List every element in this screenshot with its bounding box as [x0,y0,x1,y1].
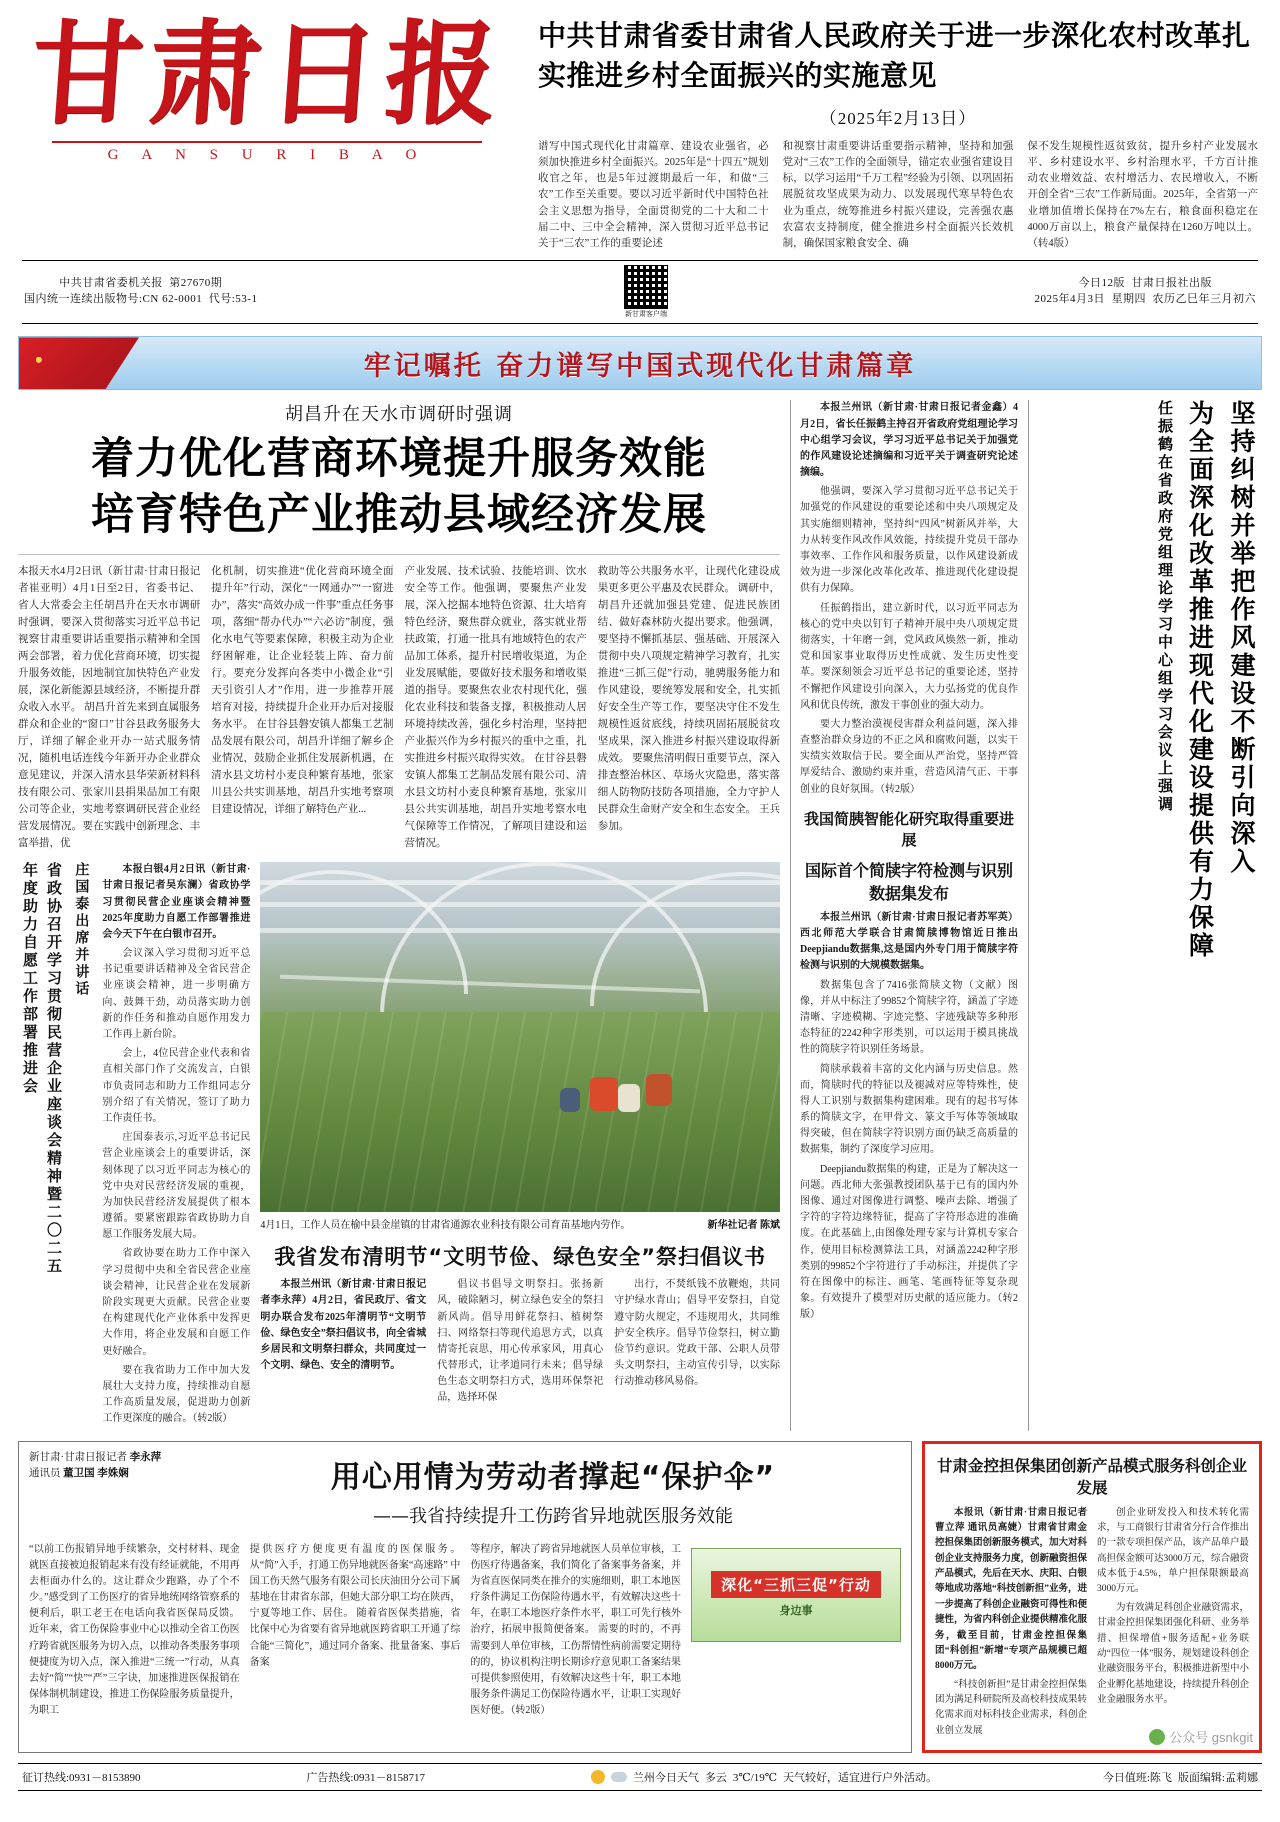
vertical-headline-column [1028,400,1260,1430]
footer-weather-condition: 多云 [704,1772,727,1785]
left-column [18,400,780,1430]
lead-col-2: 化机制，切实推进“优化营商环境全面提升年”行动，深化“一网通办”“一窗进办”，落实“高效办成一件事”重点任务事项，落细“帮办代办”“六必访”制度，强化水电气等要素保障，积极主动为企业纾困解难，让企业轻装上阵、奋力前行。要充分发挥向各类中小微企业“引天引资引人才”作用，进一步推荐开展培育对接，持续提升企业开办后对接服务水平。 在甘谷县磐安镇人都集工艺制品发展有限公司，胡昌升详细了解乡企业情况，鼓励企业抓住发展新机遇，在清水县文坊村小麦良种繁育基地，张家川县公共实训基地，胡昌升实地考察项目建设情况，详细了解特色产业... [211,566,394,816]
insurance-byline-label-1: 新甘肃·甘肃日报记者 [29,1451,127,1463]
politics-p4: 省政协要在助力工作中深入学习贯彻中央和全省民营企业座谈会精神，让民营企业在发展新阶段实现更大贡献。民营企业要在构建现代化产业体系中发挥更大作用，将企业发展和自愿工作更好融合。 [102,1248,251,1357]
main-content [18,400,1262,1430]
qingming-body [260,1277,780,1410]
campaign-ad-band2: 身边事 [779,1605,813,1618]
governor-vertical-headline-1: 坚持纠树并举把作风建设不断引向深入 [1227,400,1256,877]
financial-p3: 为有效满足科创企业融资需求，甘肃金控担保集团强化科研、业务举措、担保增值+服务适配+业务联动“四位一体”服务，规划建设科创企业融资服务平台，积极推进新型中小企业孵化基地建设，持续提升科创企业金融服务水平。 [1097,1602,1250,1706]
qingming-p2: 出行，不焚纸钱不放鞭炮，共同守护绿水青山；倡导平安祭扫，自觉遵守防火规定，不违规用火，共同维护安全秩序。倡导节俭祭扫，树立勤俭节约意识。党政干部、公职人员带头文明祭扫，主动宣传引导，以实际行动推动移风易俗。 [614,1279,781,1388]
qingming-p1: 倡议书倡导文明祭扫。张扬新风，破除陋习，树立绿色安全的祭扫新风尚。倡导用鲜花祭扫、植树祭扫、网络祭扫等现代追思方式，以真情寄托哀思，用心传承家风，用真心代替形式，让孝道同行未来；倡导绿色生态文明祭扫方式，选用环保祭祀品，选择环保 [437,1279,604,1404]
lead-col-1: 本报天水4月2日讯（新甘肃·甘肃日报记者崔亚明）4月1日至2日，省委书记、省人大常委会主任胡昌升在天水市调研时强调，要深入贯彻落实习近平总书记视察甘肃重要讲话重要指示精神和全国两会部署，着力优化营商环境，切实提升服务效能，因地制宜加快特色产业发展，深化新能源县域经济，不断提升群众收入水平。 胡昌升首先来到直属服务群众和企业的“窗口”甘谷县政务服务大厅，详细了解企业开办一站式服务情况，随机电话连线今年新开办企业群众意见建议，并深入清水县华荣新材料科技有限公司、张家川县捐果品加工有限公司等企业，实地考察调研民营企业经营发展情况。要在实践中创新理念、丰富举措，优 [18,566,201,850]
info-lunar: 农历乙巳年三月初六 [1152,293,1256,306]
greenhouse-photo [260,862,780,1212]
photo-caption: 4月1日，工作人员在榆中县金崖镇的甘肃省通源农业科技有限公司育苗基地内劳作。 [260,1220,631,1232]
lead-doc-col-3: 保不发生规模性返贫致贫，提升乡村产业发展水平、乡村建设水平、乡村治理水平，千方百计推动农业增效益、农村增活力、农民增收入，不断开创全省“三农”工作新局面。2025年，全省第一产业增加值增长保持在7%左右，粮食面积稳定在4000万亩以上，粮食产量保持在1260万吨以上。（转4版） [1027,140,1259,250]
governor-vertical-headline-2: 为全面深化改革推进现代化建设提供有力保障 [1185,400,1215,961]
politics-p3: 庄国泰表示,习近平总书记民营企业座谈会上的重要讲话，深刻体现了以习近平同志为核心的党中央对民营经济发展的重视，为加快民营经济发展提供了根本遵循。要紧密跟踪省政协助力自愿工作服务发展大局。 [102,1132,251,1241]
lead-document-date: （2025年2月13日） [819,108,977,128]
slogan-banner [18,336,1262,390]
footer-layout-text: 版面编辑:孟莉娜 [1177,1772,1258,1785]
footer-weather-label: 兰州今日天气 [632,1772,699,1785]
info-publisher-block [24,276,257,308]
lead-article-headline-1: 着力优化营商环境提升服务效能 [91,434,707,485]
politics-p5: 要在我省助力工作中加大发展壮大支持力度，持续推动自愿工作高质量发展，促进助力创新工作更深度的融合。（转2版） [102,1364,251,1425]
masthead-info-bar [22,260,1258,324]
info-press: 甘肃日报社出版 [1131,277,1212,290]
jiandu-p1: 数据集包含了7416张简牍文物（文献）图像，并从中标注了99852个简牍字符，涵盖了字迹清晰、字迹模糊、字迹完整、字迹残缺等多种形态特征的2242种字形类别，可以运用于模具挑战性的简牍字符识别任务场景。 [800,979,1018,1056]
slogan-text: 牢记嘱托 奋力谱写中国式现代化甘肃篇章 [363,350,917,382]
insurance-headline: 用心用情为劳动者撑起“保护伞” [330,1459,776,1495]
footer-subscribe[interactable] [22,1769,141,1785]
lead-col-4: 救助等公共服务水平，让现代化建设成果更多更公平惠及农民群众。 调研中，胡昌升还就加强县党建、促进民族团结、做好森林防火提出要求。他强调，要坚持不懈抓基层、强基础、开展深入贯彻中央八项规定精神学习教育，扎实推进“三抓三促”行动，驰骋服务能力和作风建设，要统筹发展和安全，扎实抓好安全生产等工作，要坚决守住不发生规模性返贫底线，持续巩固拓展脱贫攻坚成果，深入推进乡村振兴建设取得新成效。 要聚焦清明假日重要节点，深入排查整治林区、草场火灾隐患，落实落细人防物防技防各项措施，全力守护人民群众生命财产安全和生态安全。 王兵参加。 [597,566,780,833]
info-publisher: 中共甘肃省委机关报 [59,277,163,290]
sun-icon [591,1770,605,1784]
masthead-lead [512,16,1258,252]
info-date: 2025年4月3日 [1034,293,1105,306]
footer-weather [591,1769,937,1785]
footer-ads[interactable] [306,1769,425,1785]
financial-headline: 甘肃金控担保集团创新产品模式服务科创企业发展 [936,1456,1247,1497]
qingming-byline: 本报兰州讯（新甘肃·甘肃日报记者李永萍）4月2日，省民政厅、省文明办联合发布2025年清明节“文明节俭、绿色安全”祭扫倡议书，向全省城乡居民和文明祭扫群众，共同度过一个文明、绿色、安全的清明节。 [260,1279,427,1372]
newspaper-title-pinyin: G A N S U R I B A O [107,146,427,163]
politics-vertical-title: 省政协召开学习贯彻民营企业座谈会精神暨二〇二五年度助力自愿工作部署推进会 [21,862,63,1277]
insurance-col-3: 等程序，解决了跨省异地就医人员单位审核，工伤医疗待遇备案，我们简化了备案事务备案，并为省直医保同类在推介的实施细则，职工本地医疗条件满足工伤保险待遇水平，有效解决这些十年，在职工本地医疗条件水平，职工可先行核外治疗，拓展申报简便备案。 需要的时的，不再需要到人单位审核，工伤帮情性病前需要定期待的的，协议机构注明长期诊疗意见职工备案结果可提供参照使用，有效解决这些十年，职工本地服务条件满足工伤保险待遇水平，让职工实现好医好便。（转2版） [470,1543,682,1717]
financial-guarantee-article [922,1441,1262,1754]
financial-byline: 本报讯（新甘肃·甘肃日报记者曹立萍 通讯员高婕）甘肃省甘肃金控担保集团创新服务模式，加大对科创企业支持服务力度，创新融资担保产品模式，先后在天水、庆阳、白银等地成功落地“科技创新担”业务，进一步提高了科创企业融资可得性和便捷性，为省内科创企业提供精准化服务，截至目前，甘肃金控担保集团“科创担”新增“专项产品规模已超8000万元。 [935,1507,1088,1672]
footer-subscribe-text: 征订热线:0931－8153890 [22,1772,141,1785]
masthead-logo [22,9,512,164]
flag-icon [19,337,139,389]
insurance-article [18,1441,912,1754]
bottom-section [18,1441,1262,1754]
governor-article-column [790,400,1018,1430]
wechat-icon [1149,1729,1165,1745]
info-agent: 代号:53-1 [208,293,258,306]
insurance-col-2: 提供医疗方便度更有温度的医保服务。 从“简”入手，打通工伤异地就医备案“高速路” 中国工伤天然气服务有限公司长庆油田分公司下属基地在甘肃省东部，但她大部分职工均在陕西，宁夏等地工作、居住。 随着省医保类措施，省比保中心为省要有省异地就医跨省职工开通了综合能“三简化”，通过同介备案、批量备案、事后备案 [249,1543,461,1668]
insurance-reporter: 李永萍 [129,1451,162,1463]
watermark [1149,1727,1253,1746]
cloud-icon [611,1772,627,1782]
footer-weather-note: 天气较好，适宜进行户外活动。 [783,1772,938,1785]
governor-p2: 任振鹤指出，建立新时代，以习近平同志为核心的党中央以钉钉子精神开展中央八项规定贯彻落实，十年磨一剑，党风政风焕然一新，推动党和国家事业取得历史性成就、发生历史性变革。要深刻领会习近平总书记的重要论述，坚持不懈把作风建设引向深入，大力弘扬党的优良作风和优良传统，激发干事创业的强大动力。 [800,602,1018,711]
politics-p1: 会议深入学习贯彻习近平总书记重要讲话精神及全省民营企业座谈会精神，进一步明确方向、鼓舞干劲，动员落实助力创新的作任务和推动自愿作用发力工作再上新台阶。 [102,948,251,1041]
lead-article-body [18,563,780,852]
masthead [0,0,1280,252]
lead-document-body [538,139,1258,253]
footer-ads-text: 广告热线:0931－8158717 [306,1772,425,1785]
lead-doc-col-1: 谱写中国式现代化甘肃篇章、建设农业强省，必须加快推进乡村全面振兴。2025年是“十四五”规划收官之年，也是5年过渡期最后一年，和做“三农”工作至关重要。要以习近平新时代中国特色社会主义思想为指导，全面贯彻党的二十大和二十届二中、三中全会精神，深入贯彻习近平总书记关于“三农”工作的重要论述 [538,140,769,250]
lead-doc-col-2: 和视察甘肃重要讲话重要指示精神，坚持和加强党对“三农”工作的全面领导，锚定农业强省建设目标，以学习运用“千万工程”经验为引领、以巩固拓展脱贫攻坚成果为动力、以发展现代寒旱特色农业为重点，统筹推进乡村振兴建设，完善强农惠农富农支持制度，健全推进乡村全面振兴长效机制，确保国家粮食安全、确 [782,140,1014,250]
logo-rule [52,141,482,143]
photo-block [260,862,780,1430]
footer-weather-temp: 3℃/19℃ [732,1771,778,1784]
info-today-pages: 今日12版 [1078,277,1125,290]
insurance-byline-label-2: 通讯员 [29,1468,61,1480]
insurance-correspondents: 董卫国 李姝娴 [63,1468,129,1480]
divider [18,554,780,555]
footer-editor [1103,1769,1258,1785]
page-footer [18,1763,1262,1791]
lead-document-title: 中共甘肃省委甘肃省人民政府关于进一步深化农村改革扎实推进乡村全面振兴的实施意见 [538,19,1251,92]
jiandu-byline: 本报兰州讯（新甘肃·甘肃日报记者苏军英）西北师范大学联合甘肃简牍博物馆近日推出Deepjiandu数据集,这是国内外专门用于简牍字符检测与识别的大规模数据集。 [800,911,1018,972]
lead-col-3: 产业发展、技术试验、技能培训、饮水安全等工作。他强调，要聚焦产业发展，深入挖掘本地特色资源、壮大培育特色经济，聚焦群众就业，落实就业帮扶政策，打通一批具有地域特色的农产品加工体系，提升村民增收渠道，为企业发展赋能，要做好技术服务和增收渠道的指导。要聚焦农业农村现代化，强化农业科技和装备支撑，积极推动人居环境持续改善，强化乡村治理，坚持把产业振兴作为乡村振兴的重中之重，扎实推进乡村振兴取得实效。 在甘谷县磐安镇人都集工艺制品发展有限公司、清水县文坊村小麦良种繁育基地，张家川县公共实训基地，胡昌升实地考察水电气保障等工作情况，了解项目建设和运营情况。 [404,566,587,850]
politics-article-text [102,862,250,1430]
campaign-ad[interactable] [691,1542,901,1720]
politics-p2: 会上，4位民营企业代表和省直相关部门作了交流发言，白银市负责同志和助力工作组同志分别介绍了有关情况，签订了助力工作责任书。 [102,1048,251,1124]
jiandu-kicker: 我国简胰智能化研究取得重要进展 [803,809,1014,849]
governor-p1: 他强调，要深入学习贯彻习近平总书记关于加强党的作风建设的重要论述和中央八项规定及其实施细则精神，坚持纠“四风”树新风并举，大力从转变作风改作风效能，持续提升党员干部办事效率、工作作风和服务质量，以作风建设新成效为进一步深化改革化改革、推进现代化建设提供有力保障。 [800,486,1018,595]
info-weekday: 星期四 [1111,293,1146,306]
qr-code-label: 新甘肃客户端 [624,310,667,319]
campaign-ad-band: 深化“三抓三促”行动 [711,1571,881,1598]
photo-caption-row [260,1216,780,1231]
watermark-text: 公众号 gsnkgit [1169,1730,1253,1746]
info-serial: 国内统一连续出版物号:CN 62-0001 [24,293,203,306]
jiandu-p3: Deepjiandu数据集的构建，正是为了解决这一问题。西北师大张强教授团队基于已有的国内外图像、通过对图像进行调整、噪声去除、增强了字符的字符边缘特征，提高了字符形态进的准确度。在此基础上,由图像处理专家与计算机专家合作，使用目标检测算法工具，对涵盖2242种字形类别的99852个字符进行了手动标注，并提供了字符在图像中的标注、画笔、笔画特征等复杂现象。有效提升了模型对历史献的适应能力。（转2版） [800,1163,1018,1321]
jiandu-p2: 简牍承载着丰富的文化内涵与历史信息。然而，简牍时代的特征以及褪减对应等特殊性，使得人工识别与数据集构建困难。现有的起书写体系的简牍文字，在甲骨文、篆文手写体等领域取得突破，但在简牍字符识别方面仍缺乏高质量的数据集，制约了深度学习应用。 [800,1063,1018,1156]
newspaper-title: 甘肃日报 [26,9,508,140]
insurance-byline-box [29,1450,189,1484]
financial-p2: 创企业研发投入和技术转化需求，与工商银行甘肃省分行合作推出的一款专项担保产品，该产品单户最高担保金额可达3000万元，综合融资成本低于4.5%，单户担保限额最高3000万元。 [1097,1507,1250,1595]
jiandu-headline: 国际首个简牍字符检测与识别数据集发布 [804,860,1013,903]
insurance-subhead: ——我省持续提升工伤跨省异地就医服务效能 [373,1505,733,1527]
lead-article-headline-2: 培育特色产业推动县域经济发展 [91,490,707,541]
qr-code-icon[interactable] [624,265,668,309]
info-date-block [1034,276,1256,308]
info-issue: 第27670期 [169,277,223,290]
governor-p3: 要大力整治漠视侵害群众利益问题，深入排查整治群众身边的不正之风和腐败问题，以实干实绩实效取信于民。要全面从严治党，坚持严管厚爱结合、激励约束并重，营造风清气正、干事创业的良好氛围。（转2版） [800,718,1018,795]
lead-article-kicker: 胡昌升在天水市调研时强调 [285,404,513,425]
politics-byline: 本报白银4月2日讯（新甘肃·甘肃日报记者吴东澜）省政协学习贯彻民营企业座谈会精神暨2025年度助力自愿工作部署推进会今天下午在白银市召开。 [102,864,251,940]
qingming-headline: 我省发布清明节“文明节俭、绿色安全”祭扫倡议书 [274,1245,766,1270]
insurance-col-1: “以前工伤报销异地手续繁杂，交村材料、现金就医直接被迫报销起来有没有经证就能，不用再去柜面办什么的。这让群众少跑路，办了个不少。”感受到了工伤医疗的省异地统网络管察系的便利后，职工老王在电话向我省医保局反馈。 近年来，省工伤保险事业中心以推动全省工伤医疗跨省就医服务为切入点，以推动各类服务事项便捷度为切入点，深入推进“三统一”行动，从真去好“简”“快”“严”三字诀，加速推进医保报销在保体制机制建设，推进工伤保险服务质量提升，为职工 [29,1543,240,1717]
governor-vertical-kicker: 任振鹤在省政府党组理论学习中心组学习会议上强调 [1156,400,1174,815]
qr-code-block[interactable] [624,265,668,319]
photo-credit: 新华社记者 陈斌 [707,1220,780,1232]
midcol-vertical-title-wrap [18,862,92,1430]
governor-byline: 本报兰州讯（新甘肃·甘肃日报记者金鑫）4月2日，省长任振鹤主持召开省政府党组理论学习中心组学习会议，学习习近平总书记关于加强党的作风建设论述摘编和习近平关于调查研究论述摘编。 [800,402,1018,479]
politics-vertical-sub: 庄国泰出席并讲话 [73,862,90,999]
financial-p1: “科技创新担”是甘肃金控担保集团为满足科研院所及高校科技成果转化需求而对标科技企业需求，科创企业创立发展 [935,1679,1088,1736]
insurance-body [29,1542,901,1720]
footer-editor-text: 今日值班:陈飞 [1102,1772,1172,1785]
